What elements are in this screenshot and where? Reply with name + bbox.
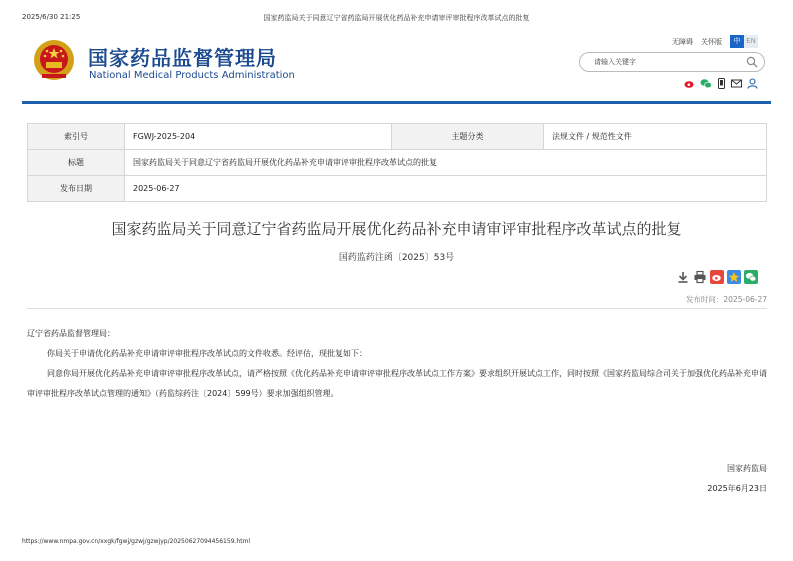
print-icon[interactable]: [693, 270, 707, 284]
social-share-bar: [684, 78, 758, 89]
lang-en-button[interactable]: EN: [744, 35, 758, 48]
salutation: 辽宁省药品监督管理局：: [27, 329, 115, 338]
search-icon[interactable]: [746, 56, 758, 68]
share-weibo-icon[interactable]: [710, 270, 724, 284]
accessible-link[interactable]: 无障碍: [672, 37, 693, 46]
print-url: https://www.nmpa.gov.cn/xxgk/fgwj/gzwj/gzwjyp/20250627094456159.html: [22, 538, 251, 545]
header-divider: [22, 101, 771, 104]
mail-icon[interactable]: [731, 78, 742, 89]
title-label: 标题: [28, 150, 125, 176]
print-datetime: 2025/6/30 21:25: [22, 13, 81, 21]
document-meta-table: [27, 123, 767, 202]
weibo-icon[interactable]: [684, 78, 695, 89]
index-label: 索引号: [28, 124, 125, 150]
mobile-icon[interactable]: [717, 78, 726, 89]
share-wechat-icon[interactable]: [744, 270, 758, 284]
publish-time: 发布时间：2025-06-27: [685, 295, 767, 304]
title-value: 国家药监局关于同意辽宁省药监局开展优化药品补充申请审评审批程序改革试点的批复: [125, 150, 767, 176]
download-icon[interactable]: [676, 270, 690, 284]
site-name-en: National Medical Products Administration: [89, 70, 295, 81]
index-value: FGWJ-2025-204: [125, 124, 392, 150]
category-label: 主题分类: [392, 124, 544, 150]
category-value: 法规文件 / 规范性文件: [544, 124, 767, 150]
user-icon[interactable]: [747, 78, 758, 89]
content-divider: [27, 308, 767, 309]
meta-row: [28, 124, 767, 150]
wechat-icon[interactable]: [700, 78, 712, 89]
national-emblem-icon: [32, 38, 76, 82]
print-page-title: 国家药监局关于同意辽宁省药监局开展优化药品补充申请审评审批程序改革试点的批复: [263, 14, 530, 22]
meta-row: [28, 176, 767, 202]
search-input[interactable]: [592, 57, 746, 67]
top-links: [672, 35, 758, 48]
lang-cn-button[interactable]: 中: [730, 35, 744, 48]
signer: 国家药监局: [727, 464, 767, 473]
body-paragraph-1: 你局关于申请优化药品补充申请审评审批程序改革试点的文件收悉。经评估，现批复如下：: [47, 349, 367, 358]
date-label: 发布日期: [28, 176, 125, 202]
sign-date: 2025年6月23日: [707, 484, 767, 493]
article-tools: [676, 270, 758, 284]
share-qzone-icon[interactable]: [727, 270, 741, 284]
language-switch: [730, 35, 758, 48]
elderly-link[interactable]: 关怀版: [701, 37, 722, 46]
body-paragraph-2-text: 同意你局开展优化药品补充申请审评审批程序改革试点，请严格按照《优化药品补充申请审评审批程序改革试点工作方案》要求组织开展试点工作，同时按照《国家药监局综合司关于加强优化药品补充申请审评审批程序改革试点管理的通知》（药监综药注〔2024〕599号）要求加强组织管理。: [27, 369, 767, 398]
meta-row: [28, 150, 767, 176]
search-box: [579, 52, 765, 72]
body-paragraph-2: [27, 364, 767, 404]
article-title: 国家药监局关于同意辽宁省药监局开展优化药品补充申请审评审批程序改革试点的批复: [111, 220, 682, 238]
site-name-cn[interactable]: 国家药品监督管理局: [88, 46, 277, 70]
date-value: 2025-06-27: [125, 176, 767, 202]
document-number: 国药监药注函〔2025〕53号: [338, 253, 455, 263]
